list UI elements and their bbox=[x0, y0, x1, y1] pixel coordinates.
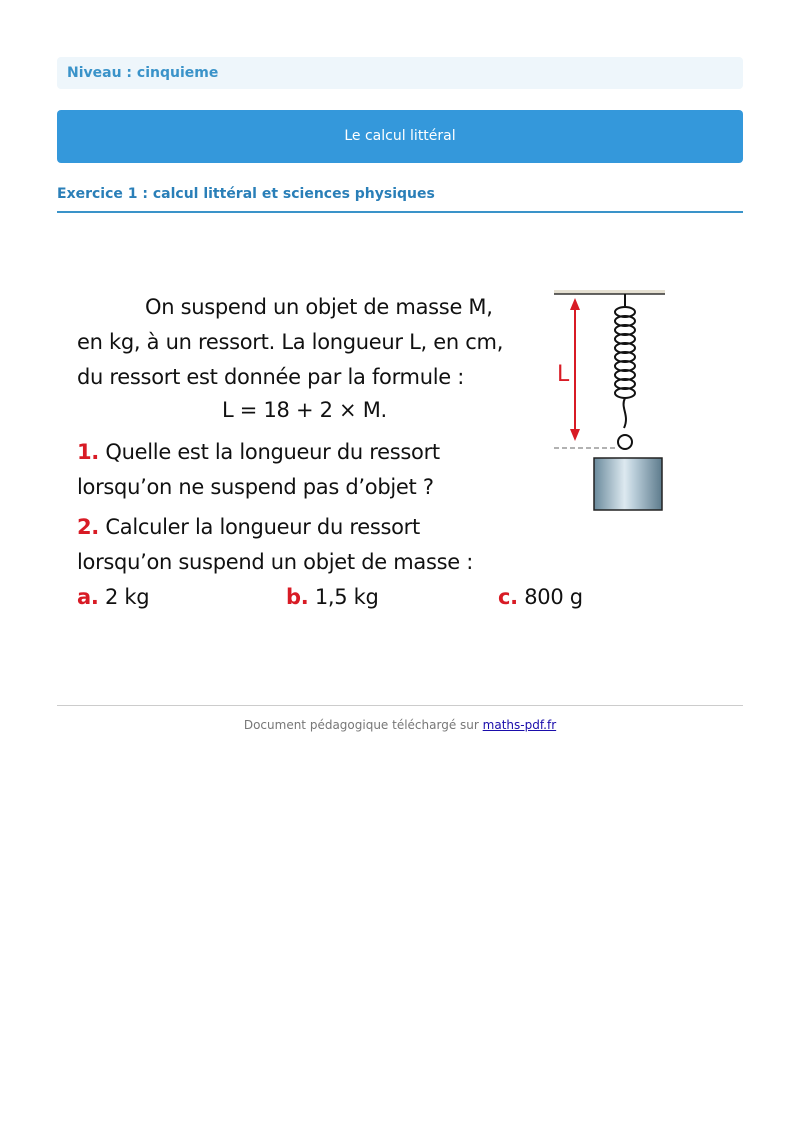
intro-line-1: On suspend un objet de masse M, bbox=[145, 295, 493, 319]
spring-coil bbox=[615, 294, 635, 449]
formula: L = 18 + 2 × M. bbox=[222, 398, 387, 422]
question-2-number: 2. bbox=[77, 515, 99, 539]
answer-b-label: b. bbox=[286, 585, 309, 609]
question-2-line-2: lorsqu’on suspend un objet de masse : bbox=[77, 550, 474, 574]
intro-line-3: du ressort est donnée par la formule : bbox=[77, 365, 465, 389]
intro-line-2: en kg, à un ressort. La longueur L, en cm, bbox=[77, 330, 504, 354]
answer-c-label: c. bbox=[498, 585, 518, 609]
question-1 bbox=[77, 440, 440, 464]
question-1-number: 1. bbox=[77, 440, 99, 464]
footer-text: Document pédagogique téléchargé sur bbox=[243, 718, 479, 732]
answer-a-label: a. bbox=[77, 585, 99, 609]
spring-illustration bbox=[550, 290, 670, 515]
exercise-figure bbox=[70, 285, 680, 620]
page-title: Le calcul littéral bbox=[57, 110, 743, 163]
answer-c bbox=[498, 585, 583, 609]
footer-link[interactable]: maths-pdf.fr bbox=[482, 718, 557, 732]
length-arrow bbox=[570, 298, 580, 441]
question-1-line-2: lorsqu’on ne suspend pas d’objet ? bbox=[77, 475, 434, 499]
answer-a-value: 2 kg bbox=[104, 585, 150, 609]
exercise-title: Exercice 1 : calcul littéral et sciences physiques bbox=[57, 186, 743, 213]
answer-c-value: 800 g bbox=[524, 585, 583, 609]
footer bbox=[57, 718, 743, 732]
mass-block bbox=[594, 458, 662, 510]
level-label: Niveau : cinquieme bbox=[57, 57, 743, 89]
answer-b bbox=[286, 585, 379, 609]
question-1-text: Quelle est la longueur du ressort bbox=[105, 440, 440, 464]
length-label: L bbox=[557, 362, 570, 387]
footer-divider bbox=[57, 705, 743, 706]
answer-a bbox=[77, 585, 149, 609]
question-2-text: Calculer la longueur du ressort bbox=[105, 515, 420, 539]
question-2 bbox=[77, 515, 420, 539]
answer-b-value: 1,5 kg bbox=[314, 585, 379, 609]
